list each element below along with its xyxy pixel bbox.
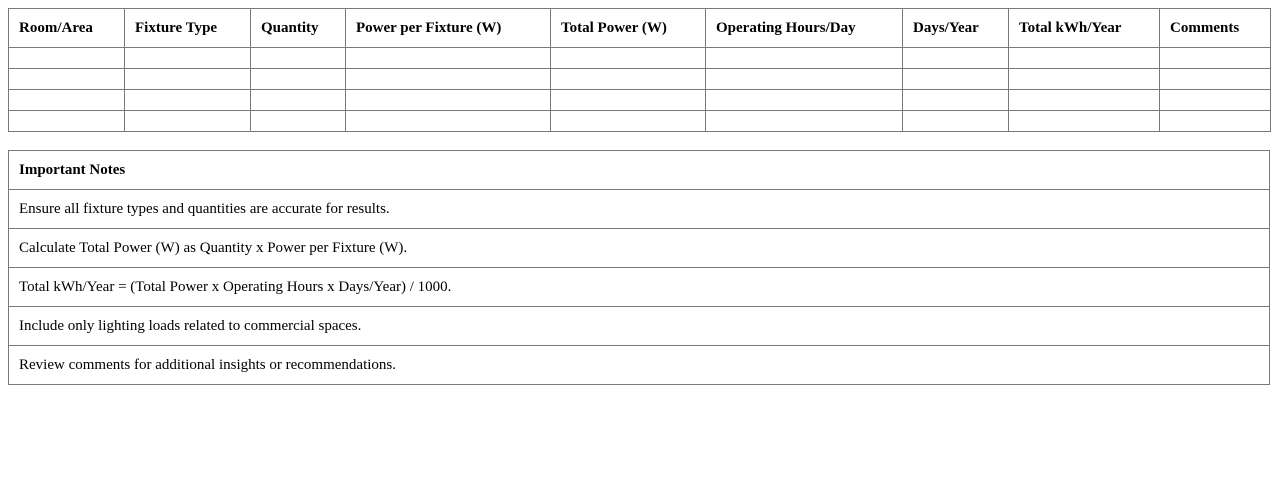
note-text: Include only lighting loads related to commercial spaces.: [9, 307, 1270, 346]
table-cell[interactable]: [551, 111, 706, 132]
table-cell[interactable]: [903, 111, 1009, 132]
note-text: Ensure all fixture types and quantities are accurate for results.: [9, 190, 1270, 229]
table-cell[interactable]: [251, 90, 346, 111]
header-total-kwh-year: Total kWh/Year: [1009, 9, 1160, 48]
table-cell[interactable]: [9, 111, 125, 132]
table-cell[interactable]: [346, 111, 551, 132]
table-row: [9, 69, 1271, 90]
note-text: Review comments for additional insights or recommendations.: [9, 346, 1270, 385]
table-cell[interactable]: [1160, 90, 1271, 111]
table-cell[interactable]: [551, 48, 706, 69]
table-cell[interactable]: [1009, 111, 1160, 132]
document-body: [8, 8, 1270, 385]
table-cell[interactable]: [125, 48, 251, 69]
table-row: [9, 90, 1271, 111]
note-row: [9, 307, 1270, 346]
table-row: [9, 48, 1271, 69]
table-cell[interactable]: [346, 69, 551, 90]
table-cell[interactable]: [251, 48, 346, 69]
note-text: Total kWh/Year = (Total Power x Operating Hours x Days/Year) / 1000.: [9, 268, 1270, 307]
table-cell[interactable]: [9, 69, 125, 90]
notes-title: Important Notes: [9, 151, 1270, 190]
table-cell[interactable]: [706, 69, 903, 90]
table-cell[interactable]: [1009, 90, 1160, 111]
header-days-year: Days/Year: [903, 9, 1009, 48]
header-total-power: Total Power (W): [551, 9, 706, 48]
table-cell[interactable]: [1160, 48, 1271, 69]
header-quantity: Quantity: [251, 9, 346, 48]
table-header-row: [9, 9, 1271, 48]
table-cell[interactable]: [1009, 69, 1160, 90]
table-cell[interactable]: [251, 69, 346, 90]
table-row: [9, 111, 1271, 132]
header-fixture-type: Fixture Type: [125, 9, 251, 48]
note-row: [9, 268, 1270, 307]
table-cell[interactable]: [903, 48, 1009, 69]
table-cell[interactable]: [903, 90, 1009, 111]
note-row: [9, 190, 1270, 229]
table-cell[interactable]: [125, 90, 251, 111]
table-cell[interactable]: [346, 90, 551, 111]
table-cell[interactable]: [706, 90, 903, 111]
table-cell[interactable]: [1160, 111, 1271, 132]
notes-header-row: [9, 151, 1270, 190]
important-notes-table: [8, 150, 1270, 385]
table-cell[interactable]: [9, 48, 125, 69]
table-cell[interactable]: [125, 69, 251, 90]
header-comments: Comments: [1160, 9, 1271, 48]
table-cell[interactable]: [903, 69, 1009, 90]
table-cell[interactable]: [551, 69, 706, 90]
header-power-per-fixture: Power per Fixture (W): [346, 9, 551, 48]
table-cell[interactable]: [551, 90, 706, 111]
note-text: Calculate Total Power (W) as Quantity x Power per Fixture (W).: [9, 229, 1270, 268]
table-cell[interactable]: [1009, 48, 1160, 69]
header-operating-hours: Operating Hours/Day: [706, 9, 903, 48]
header-room-area: Room/Area: [9, 9, 125, 48]
table-cell[interactable]: [251, 111, 346, 132]
table-cell[interactable]: [1160, 69, 1271, 90]
note-row: [9, 229, 1270, 268]
lighting-load-table: [8, 8, 1271, 132]
table-cell[interactable]: [125, 111, 251, 132]
table-cell[interactable]: [9, 90, 125, 111]
table-cell[interactable]: [706, 111, 903, 132]
table-cell[interactable]: [346, 48, 551, 69]
table-cell[interactable]: [706, 48, 903, 69]
note-row: [9, 346, 1270, 385]
